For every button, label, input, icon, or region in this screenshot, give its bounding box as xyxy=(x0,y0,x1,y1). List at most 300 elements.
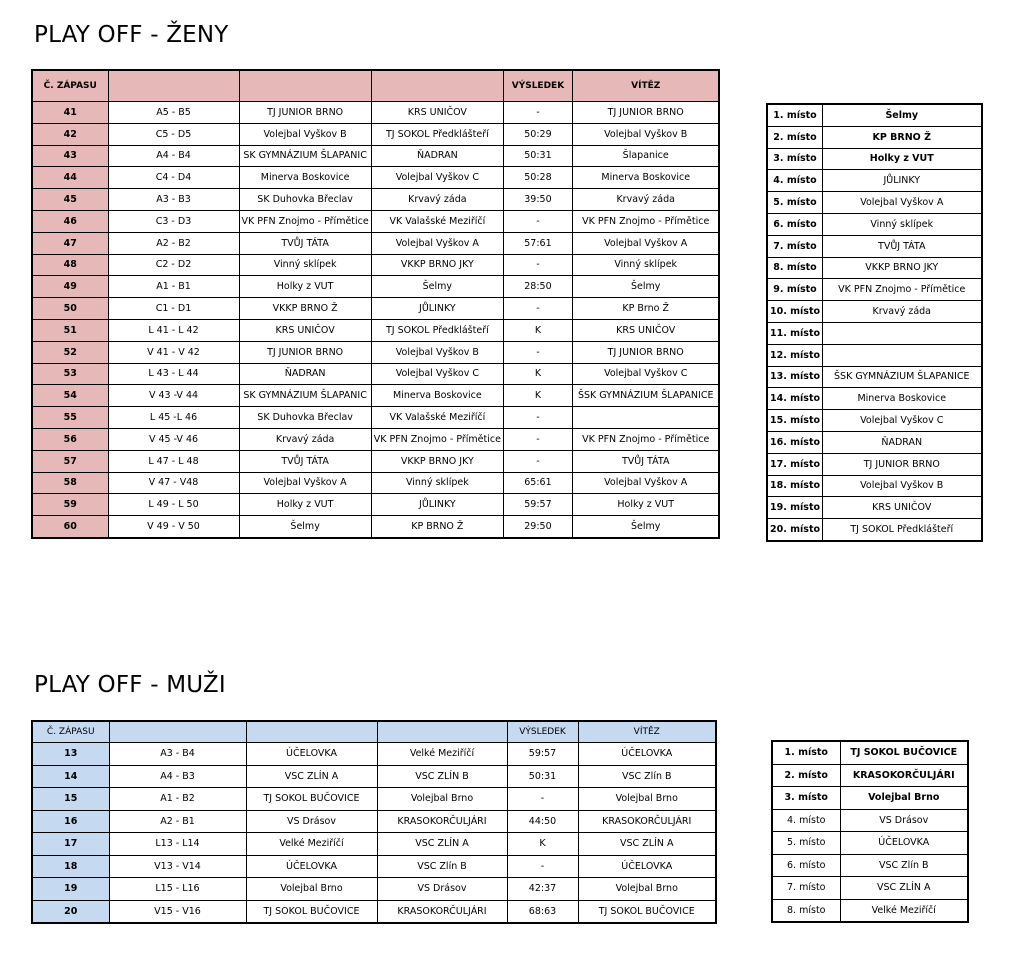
team-home: Volejbal Vyškov B xyxy=(239,123,371,145)
team-home: Minerva Boskovice xyxy=(239,167,371,189)
place-team: Minerva Boskovice xyxy=(823,388,982,410)
ranking-row xyxy=(767,257,982,279)
team-home: Volejbal Brno xyxy=(246,878,377,901)
pairing: V 49 - V 50 xyxy=(108,516,239,538)
result: 59:57 xyxy=(507,743,578,766)
match-number: 55 xyxy=(32,407,108,429)
table-row xyxy=(32,407,719,429)
winner: VSC ZLÍN A xyxy=(578,833,716,856)
winner: Šelmy xyxy=(572,276,719,298)
table-row xyxy=(32,810,716,833)
header-cell xyxy=(108,70,239,102)
table-row xyxy=(32,900,716,923)
place-label: 15. místo xyxy=(767,410,823,432)
result: 50:29 xyxy=(503,123,572,145)
ranking-row xyxy=(772,854,968,877)
place-team: Šelmy xyxy=(823,104,982,126)
match-number: 45 xyxy=(32,189,108,211)
result: 57:61 xyxy=(503,232,572,254)
match-number: 60 xyxy=(32,516,108,538)
team-away: KRS UNIČOV xyxy=(371,102,503,124)
place-team: VS Drásov xyxy=(840,809,968,832)
match-number: 18 xyxy=(32,855,109,878)
ranking-row xyxy=(767,235,982,257)
team-away: JŮLINKY xyxy=(371,298,503,320)
place-team: Volejbal Vyškov B xyxy=(823,475,982,497)
team-away: Velké Meziříčí xyxy=(377,743,507,766)
place-team: KRASOKORČULJÁRI xyxy=(840,764,968,787)
table-row xyxy=(32,428,719,450)
ranking-row xyxy=(772,741,968,764)
match-number: 52 xyxy=(32,341,108,363)
place-label: 5. místo xyxy=(767,192,823,214)
pairing: C5 - D5 xyxy=(108,123,239,145)
team-away: Volejbal Vyškov C xyxy=(371,363,503,385)
pairing: A2 - B1 xyxy=(109,810,246,833)
place-team: Holky z VUT xyxy=(823,148,982,170)
table-row xyxy=(32,102,719,124)
pairing: V15 - V16 xyxy=(109,900,246,923)
team-home: VSC ZLÍN A xyxy=(246,765,377,788)
header-cell xyxy=(239,70,371,102)
pairing: C4 - D4 xyxy=(108,167,239,189)
header-cell: VÝSLEDEK xyxy=(507,721,578,743)
ranking-row xyxy=(772,809,968,832)
winner: ŠSK GYMNÁZIUM ŠLAPANICE xyxy=(572,385,719,407)
result: 42:37 xyxy=(507,878,578,901)
result: 29:50 xyxy=(503,516,572,538)
pairing: V 47 - V48 xyxy=(108,472,239,494)
table-row xyxy=(32,743,716,766)
result: - xyxy=(503,102,572,124)
match-number: 42 xyxy=(32,123,108,145)
team-home: Velké Meziříčí xyxy=(246,833,377,856)
pairing: V13 - V14 xyxy=(109,855,246,878)
match-number: 17 xyxy=(32,833,109,856)
team-home: Vinný sklípek xyxy=(239,254,371,276)
result: - xyxy=(503,254,572,276)
team-away: Volejbal Vyškov A xyxy=(371,232,503,254)
match-number: 48 xyxy=(32,254,108,276)
team-home: TJ JUNIOR BRNO xyxy=(239,341,371,363)
result: - xyxy=(503,341,572,363)
place-label: 11. místo xyxy=(767,322,823,344)
place-label: 6. místo xyxy=(772,854,840,877)
team-home: SK GYMNÁZIUM ŠLAPANIC xyxy=(239,385,371,407)
place-team: VSC Zlín B xyxy=(840,854,968,877)
ranking-row xyxy=(767,301,982,323)
team-home: Šelmy xyxy=(239,516,371,538)
winner: Holky z VUT xyxy=(572,494,719,516)
header-cell: Č. ZÁPASU xyxy=(32,70,108,102)
team-away: VK PFN Znojmo - Přímětice xyxy=(371,428,503,450)
ranking-row xyxy=(767,453,982,475)
ranking-row xyxy=(767,344,982,366)
winner: Minerva Boskovice xyxy=(572,167,719,189)
header-row xyxy=(32,70,719,102)
place-team: TJ SOKOL BUČOVICE xyxy=(840,741,968,764)
table-row xyxy=(32,516,719,538)
table-row xyxy=(32,189,719,211)
table-row xyxy=(32,145,719,167)
team-home: Volejbal Vyškov A xyxy=(239,472,371,494)
place-label: 3. místo xyxy=(767,148,823,170)
team-away: VKKP BRNO JKY xyxy=(371,254,503,276)
place-label: 17. místo xyxy=(767,453,823,475)
table-row xyxy=(32,319,719,341)
result: 59:57 xyxy=(503,494,572,516)
ranking-row xyxy=(767,388,982,410)
team-away: KP BRNO Ž xyxy=(371,516,503,538)
winner: VK PFN Znojmo - Přímětice xyxy=(572,210,719,232)
team-home: ÚČELOVKA xyxy=(246,743,377,766)
match-number: 19 xyxy=(32,878,109,901)
table-row xyxy=(32,276,719,298)
team-away: Volejbal Vyškov C xyxy=(371,167,503,189)
team-away: VK Valašské Meziříčí xyxy=(371,210,503,232)
pairing: V 45 -V 46 xyxy=(108,428,239,450)
result: - xyxy=(503,407,572,429)
result: - xyxy=(507,855,578,878)
place-label: 13. místo xyxy=(767,366,823,388)
winner: Volejbal Brno xyxy=(578,878,716,901)
pairing: L 47 - L 48 xyxy=(108,450,239,472)
winner: Volejbal Vyškov B xyxy=(572,123,719,145)
pairing: A2 - B2 xyxy=(108,232,239,254)
winner: KRS UNIČOV xyxy=(572,319,719,341)
ranking-row xyxy=(767,148,982,170)
place-label: 19. místo xyxy=(767,497,823,519)
result: K xyxy=(507,833,578,856)
place-team xyxy=(823,322,982,344)
team-home: VKKP BRNO Ž xyxy=(239,298,371,320)
match-number: 49 xyxy=(32,276,108,298)
header-cell xyxy=(109,721,246,743)
team-away: Vinný sklípek xyxy=(371,472,503,494)
winner: Vinný sklípek xyxy=(572,254,719,276)
winner: TJ SOKOL BUČOVICE xyxy=(578,900,716,923)
team-home: TJ SOKOL BUČOVICE xyxy=(246,900,377,923)
women-title: PLAY OFF - ŽENY xyxy=(34,22,229,48)
result: 28:50 xyxy=(503,276,572,298)
result: 44:50 xyxy=(507,810,578,833)
table-row xyxy=(32,450,719,472)
winner: Volejbal Vyškov C xyxy=(572,363,719,385)
men-title: PLAY OFF - MUŽI xyxy=(34,672,226,698)
place-team: VK PFN Znojmo - Přímětice xyxy=(823,279,982,301)
place-team: Volejbal Vyškov C xyxy=(823,410,982,432)
team-away: VSC Zlín B xyxy=(377,855,507,878)
place-label: 8. místo xyxy=(767,257,823,279)
place-team: ŠSK GYMNÁZIUM ŠLAPANICE xyxy=(823,366,982,388)
place-team: VSC ZLÍN A xyxy=(840,877,968,900)
place-label: 3. místo xyxy=(772,787,840,810)
table-row xyxy=(32,385,719,407)
result: 50:28 xyxy=(503,167,572,189)
match-number: 44 xyxy=(32,167,108,189)
place-team: Volejbal Brno xyxy=(840,787,968,810)
place-label: 7. místo xyxy=(772,877,840,900)
team-away: KRASOKORČULJÁRI xyxy=(377,900,507,923)
team-home: SK Duhovka Břeclav xyxy=(239,407,371,429)
header-cell: VÝSLEDEK xyxy=(503,70,572,102)
winner: Volejbal Vyškov A xyxy=(572,472,719,494)
place-label: 5. místo xyxy=(772,832,840,855)
table-row xyxy=(32,472,719,494)
place-label: 20. místo xyxy=(767,519,823,541)
table-row xyxy=(32,167,719,189)
result: - xyxy=(503,428,572,450)
place-team: Vinný sklípek xyxy=(823,213,982,235)
match-number: 58 xyxy=(32,472,108,494)
result: 50:31 xyxy=(507,765,578,788)
place-label: 4. místo xyxy=(772,809,840,832)
ranking-row xyxy=(767,410,982,432)
match-number: 41 xyxy=(32,102,108,124)
team-away: VSC ZLÍN B xyxy=(377,765,507,788)
place-label: 14. místo xyxy=(767,388,823,410)
men-matches-table xyxy=(31,720,717,924)
table-row xyxy=(32,298,719,320)
pairing: C3 - D3 xyxy=(108,210,239,232)
match-number: 51 xyxy=(32,319,108,341)
ranking-row xyxy=(767,431,982,453)
table-row xyxy=(32,341,719,363)
ranking-row xyxy=(767,192,982,214)
header-cell xyxy=(371,70,503,102)
team-home: Krvavý záda xyxy=(239,428,371,450)
header-row xyxy=(32,721,716,743)
pairing: A4 - B3 xyxy=(109,765,246,788)
winner: KP Brno Ž xyxy=(572,298,719,320)
winner: TJ JUNIOR BRNO xyxy=(572,102,719,124)
pairing: L13 - L14 xyxy=(109,833,246,856)
header-cell xyxy=(246,721,377,743)
place-label: 18. místo xyxy=(767,475,823,497)
header-cell: VÍTĚZ xyxy=(572,70,719,102)
table-row xyxy=(32,855,716,878)
ranking-row xyxy=(772,764,968,787)
women-ranking-table xyxy=(766,103,983,542)
winner: VK PFN Znojmo - Přímětice xyxy=(572,428,719,450)
ranking-row xyxy=(767,170,982,192)
ranking-row xyxy=(767,366,982,388)
team-home: Holky z VUT xyxy=(239,494,371,516)
ranking-row xyxy=(772,787,968,810)
table-row xyxy=(32,210,719,232)
match-number: 54 xyxy=(32,385,108,407)
match-number: 46 xyxy=(32,210,108,232)
match-number: 43 xyxy=(32,145,108,167)
winner xyxy=(572,407,719,429)
team-away: Minerva Boskovice xyxy=(371,385,503,407)
match-number: 47 xyxy=(32,232,108,254)
winner: Šelmy xyxy=(572,516,719,538)
place-label: 8. místo xyxy=(772,899,840,922)
header-cell xyxy=(377,721,507,743)
pairing: A3 - B4 xyxy=(109,743,246,766)
team-away: VKKP BRNO JKY xyxy=(371,450,503,472)
pairing: C2 - D2 xyxy=(108,254,239,276)
ranking-row xyxy=(772,832,968,855)
team-home: TJ SOKOL BUČOVICE xyxy=(246,788,377,811)
place-team: Volejbal Vyškov A xyxy=(823,192,982,214)
pairing: L15 - L16 xyxy=(109,878,246,901)
pairing: A5 - B5 xyxy=(108,102,239,124)
pairing: A1 - B1 xyxy=(108,276,239,298)
place-label: 2. místo xyxy=(767,126,823,148)
place-team: VKKP BRNO JKY xyxy=(823,257,982,279)
winner: ÚČELOVKA xyxy=(578,743,716,766)
match-number: 20 xyxy=(32,900,109,923)
pairing: L 41 - L 42 xyxy=(108,319,239,341)
pairing: A3 - B3 xyxy=(108,189,239,211)
team-home: TJ JUNIOR BRNO xyxy=(239,102,371,124)
women-matches-table xyxy=(31,69,720,539)
pairing: L 43 - L 44 xyxy=(108,363,239,385)
winner: Volejbal Vyškov A xyxy=(572,232,719,254)
table-row xyxy=(32,833,716,856)
place-label: 4. místo xyxy=(767,170,823,192)
team-home: TVŮJ TÁTA xyxy=(239,450,371,472)
place-team: ÚČELOVKA xyxy=(840,832,968,855)
place-label: 12. místo xyxy=(767,344,823,366)
team-away: JŮLINKY xyxy=(371,494,503,516)
place-label: 9. místo xyxy=(767,279,823,301)
pairing: V 43 -V 44 xyxy=(108,385,239,407)
men-ranking-table xyxy=(771,740,969,923)
place-team: TJ SOKOL Předklášteří xyxy=(823,519,982,541)
ranking-row xyxy=(772,899,968,922)
pairing: C1 - D1 xyxy=(108,298,239,320)
result: - xyxy=(507,788,578,811)
team-away: Volejbal Vyškov B xyxy=(371,341,503,363)
match-number: 53 xyxy=(32,363,108,385)
winner: KRASOKORČULJÁRI xyxy=(578,810,716,833)
pairing: A4 - B4 xyxy=(108,145,239,167)
place-team: Krvavý záda xyxy=(823,301,982,323)
result: K xyxy=(503,385,572,407)
result: 50:31 xyxy=(503,145,572,167)
match-number: 14 xyxy=(32,765,109,788)
place-team xyxy=(823,344,982,366)
place-team: Velké Meziříčí xyxy=(840,899,968,922)
result: - xyxy=(503,210,572,232)
result: 68:63 xyxy=(507,900,578,923)
place-label: 1. místo xyxy=(767,104,823,126)
team-home: VK PFN Znojmo - Přímětice xyxy=(239,210,371,232)
team-away: TJ SOKOL Předklášteří xyxy=(371,319,503,341)
team-away: VK Valašské Meziříčí xyxy=(371,407,503,429)
match-number: 59 xyxy=(32,494,108,516)
team-away: ŇADRAN xyxy=(371,145,503,167)
winner: TJ JUNIOR BRNO xyxy=(572,341,719,363)
team-home: SK GYMNÁZIUM ŠLAPANIC xyxy=(239,145,371,167)
winner: VSC Zlín B xyxy=(578,765,716,788)
table-row xyxy=(32,878,716,901)
match-number: 15 xyxy=(32,788,109,811)
ranking-row xyxy=(772,877,968,900)
place-team: ŇADRAN xyxy=(823,431,982,453)
place-label: 7. místo xyxy=(767,235,823,257)
ranking-row xyxy=(767,213,982,235)
team-home: ŇADRAN xyxy=(239,363,371,385)
place-label: 1. místo xyxy=(772,741,840,764)
team-away: VS Drásov xyxy=(377,878,507,901)
winner: Volejbal Brno xyxy=(578,788,716,811)
place-label: 2. místo xyxy=(772,764,840,787)
team-home: VS Drásov xyxy=(246,810,377,833)
pairing: L 45 -L 46 xyxy=(108,407,239,429)
place-team: TJ JUNIOR BRNO xyxy=(823,453,982,475)
ranking-row xyxy=(767,104,982,126)
place-team: TVŮJ TÁTA xyxy=(823,235,982,257)
pairing: L 49 - L 50 xyxy=(108,494,239,516)
table-row xyxy=(32,363,719,385)
winner: ÚČELOVKA xyxy=(578,855,716,878)
ranking-row xyxy=(767,126,982,148)
header-cell: VÍTĚZ xyxy=(578,721,716,743)
table-row xyxy=(32,232,719,254)
match-number: 57 xyxy=(32,450,108,472)
result: K xyxy=(503,319,572,341)
pairing: V 41 - V 42 xyxy=(108,341,239,363)
match-number: 56 xyxy=(32,428,108,450)
pairing: A1 - B2 xyxy=(109,788,246,811)
team-home: Holky z VUT xyxy=(239,276,371,298)
table-row xyxy=(32,254,719,276)
winner: TVŮJ TÁTA xyxy=(572,450,719,472)
team-home: TVŮJ TÁTA xyxy=(239,232,371,254)
team-away: Krvavý záda xyxy=(371,189,503,211)
table-row xyxy=(32,765,716,788)
result: 65:61 xyxy=(503,472,572,494)
place-label: 6. místo xyxy=(767,213,823,235)
team-away: VSC ZLÍN A xyxy=(377,833,507,856)
result: - xyxy=(503,450,572,472)
team-home: KRS UNIČOV xyxy=(239,319,371,341)
table-row xyxy=(32,494,719,516)
table-row xyxy=(32,123,719,145)
result: - xyxy=(503,298,572,320)
header-cell: Č. ZÁPASU xyxy=(32,721,109,743)
table-row xyxy=(32,788,716,811)
place-label: 16. místo xyxy=(767,431,823,453)
ranking-row xyxy=(767,279,982,301)
result: 39:50 xyxy=(503,189,572,211)
ranking-row xyxy=(767,475,982,497)
place-team: KP BRNO Ž xyxy=(823,126,982,148)
match-number: 16 xyxy=(32,810,109,833)
place-team: JŮLINKY xyxy=(823,170,982,192)
team-away: Šelmy xyxy=(371,276,503,298)
place-team: KRS UNIČOV xyxy=(823,497,982,519)
winner: Krvavý záda xyxy=(572,189,719,211)
winner: Šlapanice xyxy=(572,145,719,167)
match-number: 13 xyxy=(32,743,109,766)
ranking-row xyxy=(767,322,982,344)
team-home: ÚČELOVKA xyxy=(246,855,377,878)
team-away: TJ SOKOL Předklášteří xyxy=(371,123,503,145)
place-label: 10. místo xyxy=(767,301,823,323)
team-away: Volejbal Brno xyxy=(377,788,507,811)
ranking-row xyxy=(767,519,982,541)
match-number: 50 xyxy=(32,298,108,320)
team-away: KRASOKORČULJÁRI xyxy=(377,810,507,833)
result: K xyxy=(503,363,572,385)
team-home: SK Duhovka Břeclav xyxy=(239,189,371,211)
ranking-row xyxy=(767,497,982,519)
